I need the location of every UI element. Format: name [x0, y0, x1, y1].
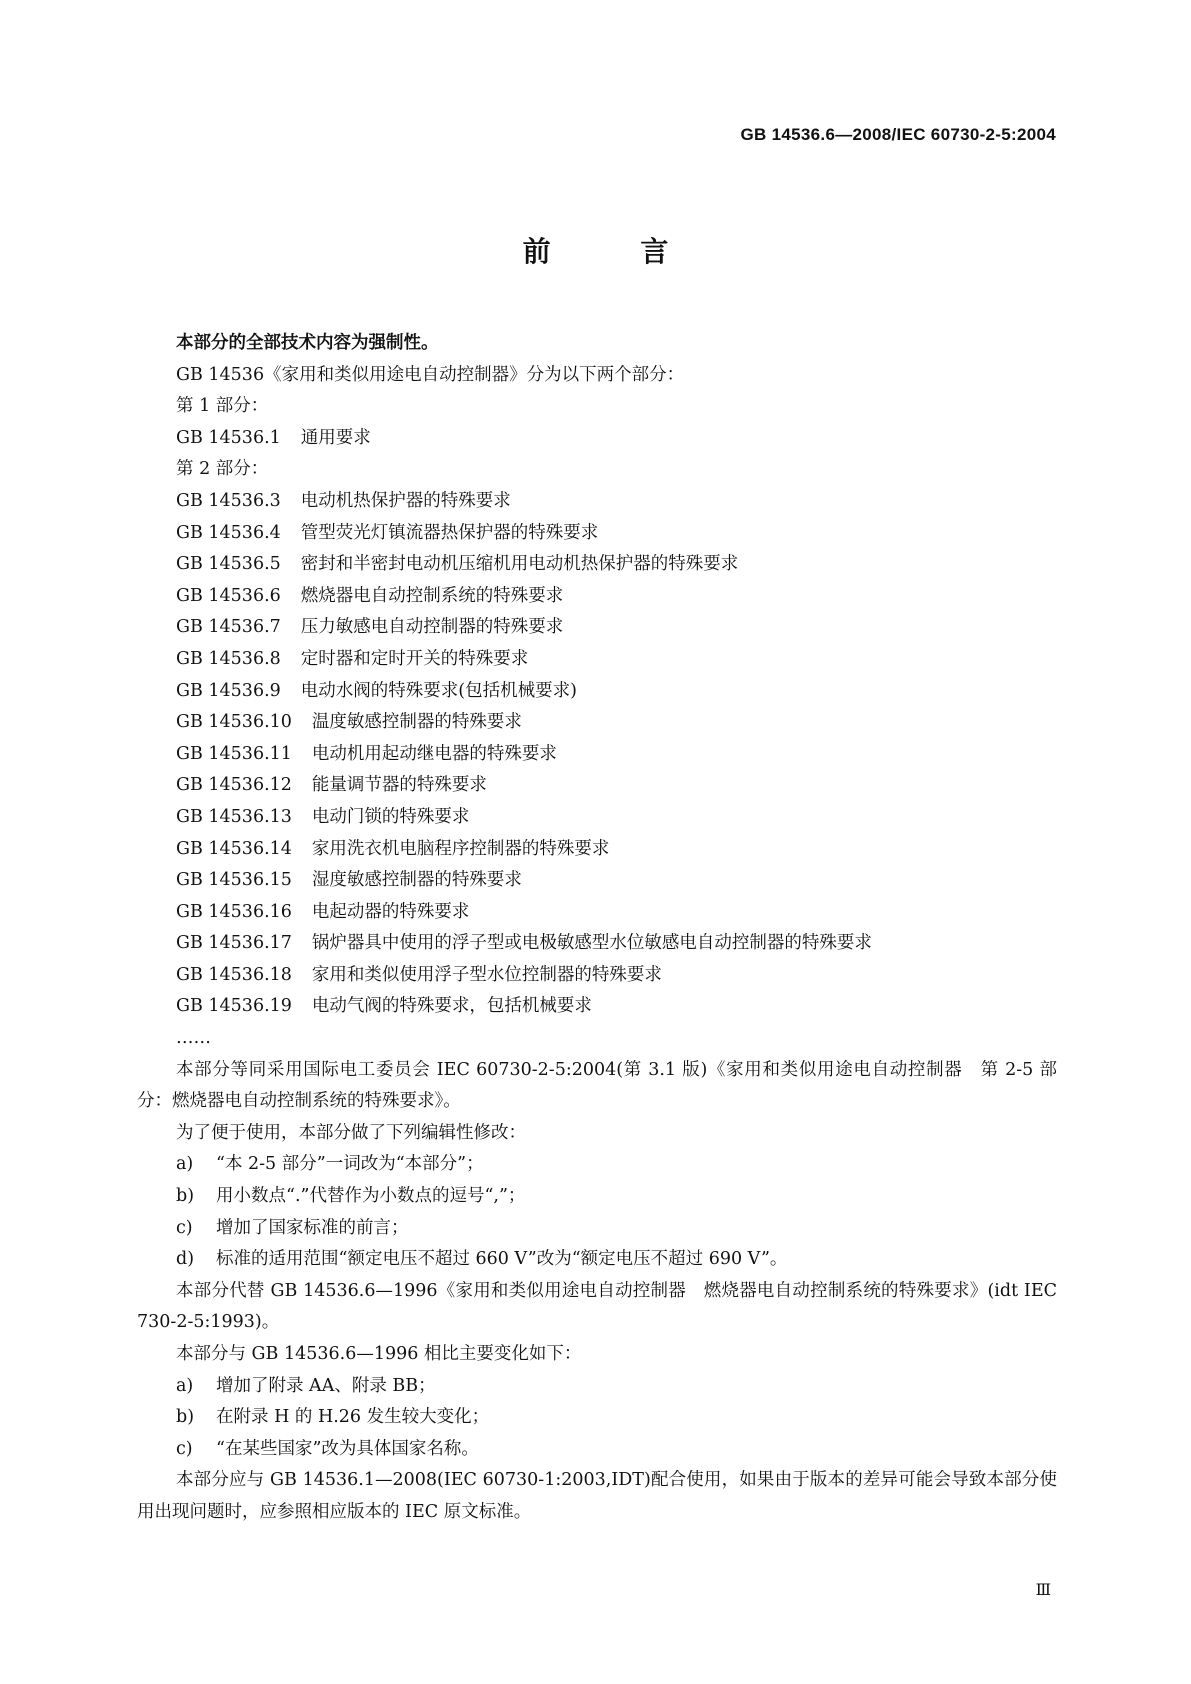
list-text: 增加了附录 AA、附录 BB；: [216, 1375, 436, 1396]
standard-ref-item: [137, 834, 1057, 866]
usage-paragraph: 本部分应与 GB 14536.1—2008(IEC 60730-1:2003,IDT)配合使用，如果由于版本的差异可能会导致本部分使用出现问题时，应参照相应版本的 IEC 原文标准。: [137, 1470, 1057, 1522]
list-item: [137, 1149, 1057, 1181]
standard-number: GB 14536.8: [176, 648, 281, 669]
standard-number: GB 14536.1: [176, 427, 281, 448]
standard-title: 通用要求: [300, 427, 371, 448]
standard-number: GB 14536.10: [176, 712, 292, 733]
part2-label: 第 2 部分：: [176, 459, 269, 480]
standard-ref-item: [137, 612, 1057, 644]
list-marker: b): [176, 1407, 195, 1428]
list-marker: b): [176, 1186, 195, 1207]
standard-number: GB 14536.12: [176, 775, 292, 796]
standard-title: 家用和类似使用浮子型水位控制器的特殊要求: [311, 964, 662, 985]
list-marker: a): [176, 1375, 194, 1396]
standard-title: 电起动器的特殊要求: [311, 901, 470, 922]
list-marker: d): [176, 1249, 195, 1270]
list-text: 在附录 H 的 H.26 发生较大变化；: [216, 1407, 490, 1428]
standard-title: 能量调节器的特殊要求: [311, 775, 487, 796]
standard-title: 电动水阀的特殊要求(包括机械要求): [300, 680, 577, 701]
standard-ref-item: [137, 676, 1057, 708]
list-text: 标准的适用范围“额定电压不超过 660 V”改为“额定电压不超过 690 V”。: [216, 1249, 788, 1270]
edits-list: [137, 1149, 1057, 1275]
standard-ref-item: [137, 423, 1057, 455]
standard-number: GB 14536.3: [176, 490, 281, 511]
list-text: “本 2-5 部分”一词改为“本部分”；: [216, 1154, 484, 1175]
standard-title: 温度敏感控制器的特殊要求: [311, 712, 522, 733]
standard-number: GB 14536.14: [176, 838, 292, 859]
standard-number: GB 14536.17: [176, 933, 292, 954]
standard-ref-item: [137, 707, 1057, 739]
standard-number: GB 14536.19: [176, 996, 292, 1017]
standard-ref-item: [137, 739, 1057, 771]
standard-number: GB 14536.7: [176, 617, 281, 638]
standard-ref-item: [137, 802, 1057, 834]
changes-list: [137, 1371, 1057, 1466]
part1-label: 第 1 部分：: [176, 396, 269, 417]
changes-intro: 本部分与 GB 14536.6—1996 相比主要变化如下：: [176, 1344, 582, 1364]
foreword-body: [137, 328, 1057, 1529]
standard-ref-item: [137, 644, 1057, 676]
standard-number: GB 14536.11: [176, 743, 292, 764]
standard-title: 湿度敏感控制器的特殊要求: [311, 870, 522, 891]
standard-number: GB 14536.18: [176, 964, 292, 985]
standard-number: GB 14536.16: [176, 901, 292, 922]
list-marker: c): [176, 1217, 193, 1238]
standard-ref-item: [137, 581, 1057, 613]
standard-ref-item: [137, 486, 1057, 518]
standard-ref-item: [137, 865, 1057, 897]
standard-title: 密封和半密封电动机压缩机用电动机热保护器的特殊要求: [300, 554, 739, 575]
document-code-header: GB 14536.6—2008/IEC 60730-2-5:2004: [740, 125, 1056, 144]
part2-list: [137, 486, 1057, 1023]
replaces-paragraph: 本部分代替 GB 14536.6—1996《家用和类似用途电自动控制器 燃烧器电自动控制系统的特殊要求》(idt IEC 730-2-5:1993)。: [137, 1280, 1057, 1333]
standard-ref-item: [137, 897, 1057, 929]
standard-ref-item: [137, 928, 1057, 960]
ellipsis: ……: [176, 1028, 211, 1049]
standard-ref-item: [137, 770, 1057, 802]
standard-ref-item: [137, 960, 1057, 992]
page-number: Ⅲ: [1035, 1580, 1051, 1599]
standard-title: 管型荧光灯镇流器热保护器的特殊要求: [300, 522, 599, 543]
standard-title: 锅炉器具中使用的浮子型或电极敏感型水位敏感电自动控制器的特殊要求: [311, 933, 872, 954]
standard-number: GB 14536.5: [176, 554, 281, 575]
list-item: [137, 1181, 1057, 1213]
standard-ref-item: [137, 549, 1057, 581]
list-marker: c): [176, 1438, 193, 1459]
standard-number: GB 14536.13: [176, 806, 292, 827]
list-text: 用小数点“.”代替作为小数点的逗号“,”；: [216, 1186, 526, 1207]
standard-ref-item: [137, 991, 1057, 1023]
standard-title: 家用洗衣机电脑程序控制器的特殊要求: [311, 838, 610, 859]
page-title: 前 言: [522, 235, 709, 268]
list-item: [137, 1371, 1057, 1403]
standard-number: GB 14536.15: [176, 870, 292, 891]
standard-number: GB 14536.4: [176, 522, 281, 543]
edit-intro: 为了便于使用，本部分做了下列编辑性修改：: [176, 1122, 526, 1143]
standard-title: 定时器和定时开关的特殊要求: [300, 648, 529, 669]
list-item: [137, 1402, 1057, 1434]
standard-title: 压力敏感电自动控制器的特殊要求: [300, 617, 564, 638]
standard-title: 电动机用起动继电器的特殊要求: [311, 743, 557, 764]
list-item: [137, 1213, 1057, 1245]
adoption-paragraph: 本部分等同采用国际电工委员会 IEC 60730-2-5:2004(第 3.1 版)《家用和类似用途电自动控制器 第 2-5 部分：燃烧器电自动控制系统的特殊要求》。: [137, 1059, 1057, 1112]
standard-number: GB 14536.9: [176, 680, 281, 701]
standard-title: 燃烧器电自动控制系统的特殊要求: [300, 585, 564, 606]
list-marker: a): [176, 1154, 194, 1175]
list-text: 增加了国家标准的前言；: [216, 1217, 409, 1238]
standard-ref-item: [137, 518, 1057, 550]
standard-title: 电动门锁的特殊要求: [311, 806, 470, 827]
mandatory-note: 本部分的全部技术内容为强制性。: [176, 333, 439, 353]
standard-number: GB 14536.6: [176, 585, 281, 606]
list-text: “在某些国家”改为具体国家名称。: [216, 1438, 479, 1459]
part1-list: [137, 423, 1057, 455]
standard-title: 电动气阀的特殊要求，包括机械要求: [311, 996, 592, 1017]
standard-title: 电动机热保护器的特殊要求: [300, 490, 511, 511]
intro-paragraph: GB 14536《家用和类似用途电自动控制器》分为以下两个部分：: [176, 364, 685, 385]
list-item: [137, 1434, 1057, 1466]
list-item: [137, 1244, 1057, 1276]
